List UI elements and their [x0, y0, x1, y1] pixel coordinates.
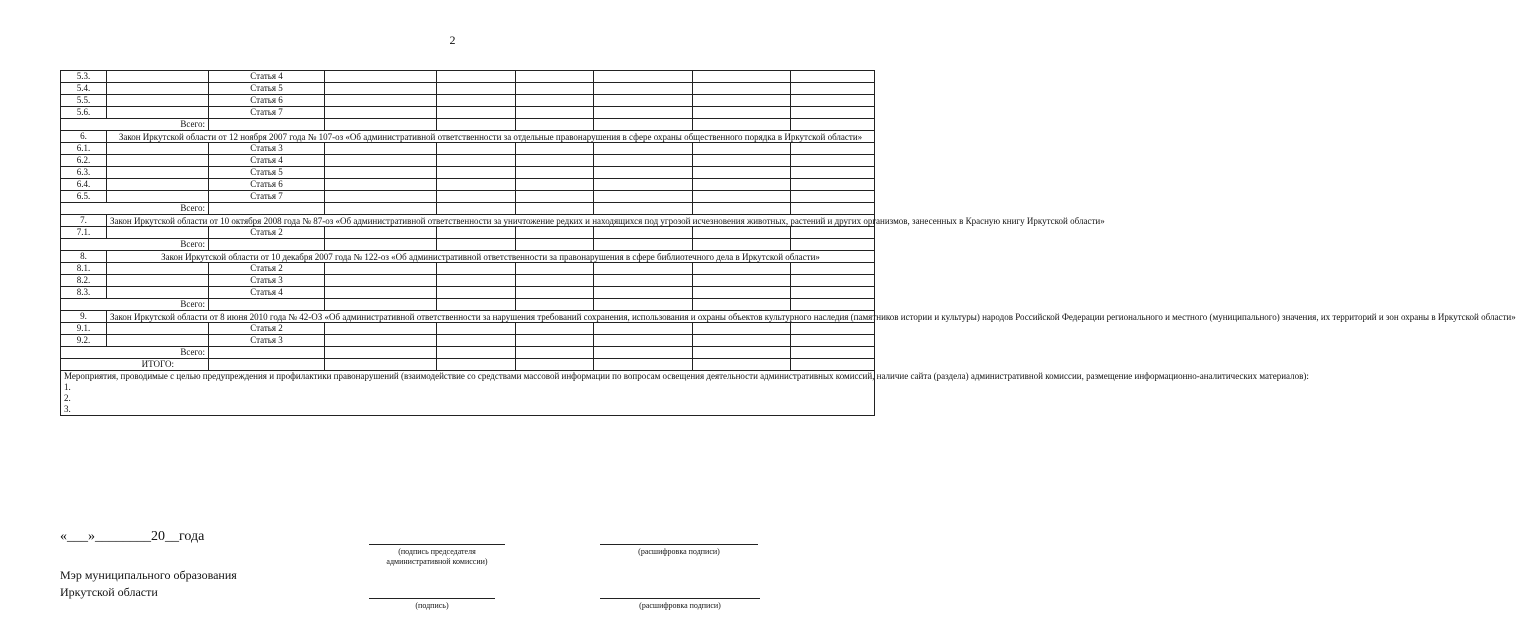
data-cell[interactable] — [693, 179, 791, 191]
data-cell[interactable] — [437, 263, 516, 275]
data-cell[interactable] — [107, 287, 209, 299]
table-row — [61, 155, 875, 167]
data-cell[interactable] — [693, 359, 791, 371]
data-cell[interactable] — [437, 275, 516, 287]
data-cell[interactable] — [693, 191, 791, 203]
data-cell[interactable] — [437, 203, 516, 215]
table-row — [61, 143, 875, 155]
data-cell[interactable] — [693, 203, 791, 215]
article-label: Статья 3 — [209, 275, 325, 287]
table-row — [61, 335, 875, 347]
mayor-title-line-2: Иркутской области — [60, 585, 158, 599]
data-cell[interactable] — [791, 191, 875, 203]
total-row — [61, 119, 875, 131]
data-cell[interactable] — [107, 71, 209, 83]
data-cell[interactable] — [437, 335, 516, 347]
data-cell[interactable] — [437, 299, 516, 311]
total-row — [61, 347, 875, 359]
total-row — [61, 203, 875, 215]
data-cell[interactable] — [791, 203, 875, 215]
data-cell[interactable] — [791, 275, 875, 287]
decode-caption-1: (расшифровка подписи) — [638, 547, 720, 556]
law-row — [61, 311, 875, 323]
data-cell[interactable] — [594, 155, 693, 167]
law-title: Закон Иркутской области от 10 октября 2008 года № 87-оз «Об административной ответственности за уничтожение редких и находящихся под угрозой исчезновения животных, растений и других организмов, занесенных в Красную книгу Иркутской области» — [107, 215, 875, 227]
date-line: «___»________20__года — [60, 529, 205, 544]
data-cell[interactable] — [791, 263, 875, 275]
data-cell[interactable] — [693, 227, 791, 239]
data-cell[interactable] — [437, 167, 516, 179]
data-cell[interactable] — [693, 299, 791, 311]
data-cell[interactable] — [437, 227, 516, 239]
law-row — [61, 131, 875, 143]
data-cell[interactable] — [594, 107, 693, 119]
row-number: 8.1. — [61, 263, 107, 275]
table-row — [61, 323, 875, 335]
data-cell[interactable] — [437, 239, 516, 251]
data-cell[interactable] — [516, 119, 594, 131]
article-label: Статья 5 — [209, 83, 325, 95]
row-number: 6.4. — [61, 179, 107, 191]
decode-line-1 — [600, 544, 758, 545]
subtotal-label: Всего: — [61, 347, 209, 359]
section-number: 6. — [61, 131, 107, 143]
table-row — [61, 263, 875, 275]
data-cell[interactable] — [693, 119, 791, 131]
article-label: Статья 6 — [209, 95, 325, 107]
data-cell[interactable] — [107, 95, 209, 107]
data-cell[interactable] — [516, 359, 594, 371]
row-number: 5.4. — [61, 83, 107, 95]
data-cell[interactable] — [437, 95, 516, 107]
data-cell[interactable] — [209, 299, 325, 311]
row-number: 9.1. — [61, 323, 107, 335]
data-cell[interactable] — [325, 347, 437, 359]
row-number: 8.3. — [61, 287, 107, 299]
report-table-body — [61, 71, 1516, 416]
data-cell[interactable] — [594, 119, 693, 131]
total-row — [61, 299, 875, 311]
article-label: Статья 7 — [209, 191, 325, 203]
total-row — [61, 239, 875, 251]
data-cell[interactable] — [594, 239, 693, 251]
data-cell[interactable] — [693, 143, 791, 155]
data-cell[interactable] — [209, 347, 325, 359]
table-row — [61, 287, 875, 299]
grand-total-label: ИТОГО: — [61, 359, 209, 371]
data-cell[interactable] — [437, 71, 516, 83]
data-cell[interactable] — [516, 143, 594, 155]
law-title: Закон Иркутской области от 12 ноября 2007 года № 107-оз «Об административной ответственности за отдельные правонарушения в сфере охраны общественного порядка в Иркутской области» — [107, 131, 875, 143]
row-number: 5.6. — [61, 107, 107, 119]
data-cell[interactable] — [325, 203, 437, 215]
data-cell[interactable] — [437, 107, 516, 119]
data-cell[interactable] — [437, 143, 516, 155]
article-label: Статья 3 — [209, 335, 325, 347]
chair-signature-line — [369, 544, 505, 545]
data-cell[interactable] — [516, 239, 594, 251]
data-cell[interactable] — [516, 227, 594, 239]
article-label: Статья 6 — [209, 179, 325, 191]
data-cell[interactable] — [107, 155, 209, 167]
data-cell[interactable] — [791, 143, 875, 155]
data-cell[interactable] — [516, 179, 594, 191]
data-cell[interactable] — [516, 275, 594, 287]
data-cell[interactable] — [107, 263, 209, 275]
section-number: 9. — [61, 311, 107, 323]
data-cell[interactable] — [791, 107, 875, 119]
row-number: 6.1. — [61, 143, 107, 155]
table-row — [61, 191, 875, 203]
data-cell[interactable] — [516, 335, 594, 347]
table-row — [61, 179, 875, 191]
law-row — [61, 215, 875, 227]
data-cell[interactable] — [107, 167, 209, 179]
data-cell[interactable] — [594, 323, 693, 335]
data-cell[interactable] — [437, 179, 516, 191]
data-cell[interactable] — [107, 335, 209, 347]
law-row — [61, 251, 875, 263]
data-cell[interactable] — [325, 95, 437, 107]
data-cell[interactable] — [325, 119, 437, 131]
subtotal-label: Всего: — [61, 299, 209, 311]
data-cell[interactable] — [791, 239, 875, 251]
article-label: Статья 4 — [209, 155, 325, 167]
data-cell[interactable] — [693, 83, 791, 95]
data-cell[interactable] — [325, 239, 437, 251]
data-cell[interactable] — [325, 227, 437, 239]
data-cell[interactable] — [325, 299, 437, 311]
data-cell[interactable] — [791, 95, 875, 107]
data-cell[interactable] — [325, 83, 437, 95]
data-cell[interactable] — [594, 95, 693, 107]
data-cell[interactable] — [693, 71, 791, 83]
data-cell[interactable] — [437, 323, 516, 335]
article-label: Статья 4 — [209, 287, 325, 299]
data-cell[interactable] — [209, 119, 325, 131]
row-number: 9.2. — [61, 335, 107, 347]
decode-line-2 — [600, 598, 760, 599]
section-number: 7. — [61, 215, 107, 227]
row-number: 6.5. — [61, 191, 107, 203]
data-cell[interactable] — [594, 191, 693, 203]
data-cell[interactable] — [693, 263, 791, 275]
data-cell[interactable] — [107, 179, 209, 191]
data-cell[interactable] — [594, 143, 693, 155]
data-cell[interactable] — [791, 335, 875, 347]
total-row — [61, 359, 875, 371]
table-row — [61, 71, 875, 83]
data-cell[interactable] — [437, 191, 516, 203]
chair-signature-caption: (подпись председателя административной комиссии) — [386, 547, 488, 566]
data-cell[interactable] — [107, 83, 209, 95]
data-cell[interactable] — [791, 347, 875, 359]
table-row — [61, 275, 875, 287]
table-row — [61, 167, 875, 179]
article-label: Статья 2 — [209, 227, 325, 239]
data-cell[interactable] — [791, 71, 875, 83]
data-cell[interactable] — [693, 275, 791, 287]
data-cell[interactable] — [791, 179, 875, 191]
data-cell[interactable] — [325, 191, 437, 203]
data-cell[interactable] — [325, 323, 437, 335]
data-cell[interactable] — [516, 83, 594, 95]
data-cell[interactable] — [325, 275, 437, 287]
data-cell[interactable] — [437, 83, 516, 95]
data-cell[interactable] — [693, 347, 791, 359]
data-cell[interactable] — [516, 203, 594, 215]
measures-item[interactable]: 1. — [64, 382, 71, 392]
data-cell[interactable] — [107, 191, 209, 203]
data-cell[interactable] — [516, 191, 594, 203]
section-number: 8. — [61, 251, 107, 263]
data-cell[interactable] — [693, 155, 791, 167]
law-title: Закон Иркутской области от 10 декабря 2007 года № 122-оз «Об административной ответственности за правонарушения в сфере библиотечного дела в Иркутской области» — [107, 251, 875, 263]
report-table — [60, 70, 1516, 416]
data-cell[interactable] — [693, 287, 791, 299]
data-cell[interactable] — [594, 359, 693, 371]
data-cell[interactable] — [325, 107, 437, 119]
data-cell[interactable] — [594, 263, 693, 275]
data-cell[interactable] — [516, 299, 594, 311]
measures-item[interactable]: 2. — [64, 393, 71, 403]
decode-caption-2: (расшифровка подписи) — [639, 601, 721, 610]
data-cell[interactable] — [437, 287, 516, 299]
data-cell[interactable] — [594, 227, 693, 239]
data-cell[interactable] — [594, 287, 693, 299]
data-cell[interactable] — [209, 239, 325, 251]
data-cell[interactable] — [516, 287, 594, 299]
data-cell[interactable] — [791, 227, 875, 239]
data-cell[interactable] — [209, 203, 325, 215]
data-cell[interactable] — [516, 167, 594, 179]
row-number: 8.2. — [61, 275, 107, 287]
data-cell[interactable] — [325, 359, 437, 371]
data-cell[interactable] — [693, 95, 791, 107]
row-number: 6.2. — [61, 155, 107, 167]
row-number: 5.5. — [61, 95, 107, 107]
data-cell[interactable] — [107, 323, 209, 335]
data-cell[interactable] — [516, 323, 594, 335]
data-cell[interactable] — [516, 95, 594, 107]
data-cell[interactable] — [594, 347, 693, 359]
data-cell[interactable] — [693, 323, 791, 335]
mayor-signature-line — [369, 598, 495, 599]
row-number: 7.1. — [61, 227, 107, 239]
article-label: Статья 2 — [209, 263, 325, 275]
article-label: Статья 5 — [209, 167, 325, 179]
data-cell[interactable] — [437, 155, 516, 167]
subtotal-label: Всего: — [61, 119, 209, 131]
data-cell[interactable] — [791, 299, 875, 311]
data-cell[interactable] — [693, 335, 791, 347]
report-table-container — [60, 70, 1516, 416]
data-cell[interactable] — [516, 155, 594, 167]
data-cell[interactable] — [791, 83, 875, 95]
mayor-signature-caption: (подпись) — [415, 601, 449, 610]
data-cell[interactable] — [325, 155, 437, 167]
table-row — [61, 83, 875, 95]
data-cell[interactable] — [107, 275, 209, 287]
data-cell[interactable] — [693, 107, 791, 119]
table-row — [61, 227, 875, 239]
data-cell[interactable] — [594, 71, 693, 83]
data-cell[interactable] — [594, 299, 693, 311]
data-cell[interactable] — [325, 71, 437, 83]
data-cell[interactable] — [516, 347, 594, 359]
data-cell[interactable] — [791, 167, 875, 179]
article-label: Статья 2 — [209, 323, 325, 335]
data-cell[interactable] — [325, 335, 437, 347]
data-cell[interactable] — [594, 167, 693, 179]
law-title: Закон Иркутской области от 8 июня 2010 года № 42-ОЗ «Об административной ответственности за нарушения требований сохранения, использования и охраны объектов культурного наследия (памятников истории и культуры) народов Российской Федерации регионального и местного (муниципального) значения, их территорий и зон охраны в Иркутской области» — [107, 311, 875, 323]
data-cell[interactable] — [693, 167, 791, 179]
data-cell[interactable] — [437, 347, 516, 359]
table-row — [61, 95, 875, 107]
data-cell[interactable] — [791, 359, 875, 371]
row-number: 6.3. — [61, 167, 107, 179]
data-cell[interactable] — [791, 323, 875, 335]
data-cell[interactable] — [107, 107, 209, 119]
data-cell[interactable] — [594, 335, 693, 347]
data-cell[interactable] — [594, 275, 693, 287]
data-cell[interactable] — [325, 167, 437, 179]
subtotal-label: Всего: — [61, 239, 209, 251]
data-cell[interactable] — [594, 179, 693, 191]
article-label: Статья 4 — [209, 71, 325, 83]
data-cell[interactable] — [594, 83, 693, 95]
mayor-title-line-1: Мэр муниципального образования — [60, 568, 237, 582]
data-cell[interactable] — [791, 155, 875, 167]
table-row — [61, 107, 875, 119]
article-label: Статья 7 — [209, 107, 325, 119]
article-label: Статья 3 — [209, 143, 325, 155]
measures-text: Мероприятия, проводимые с целью предупреждения и профилактики правонарушений (взаимодействие со средствами массовой информации по вопросам освещения деятельности административных комиссий, наличие сайта (раздела) административной комиссии, размещение информационно-аналитических материалов): — [64, 371, 1309, 381]
data-cell[interactable] — [791, 287, 875, 299]
data-cell[interactable] — [516, 71, 594, 83]
data-cell[interactable] — [791, 119, 875, 131]
data-cell[interactable] — [594, 203, 693, 215]
page-number: 2 — [449, 33, 456, 47]
row-number: 5.3. — [61, 71, 107, 83]
measures-item[interactable]: 3. — [64, 404, 71, 414]
data-cell[interactable] — [693, 239, 791, 251]
data-cell[interactable] — [209, 359, 325, 371]
data-cell[interactable] — [516, 263, 594, 275]
data-cell[interactable] — [107, 227, 209, 239]
data-cell[interactable] — [437, 359, 516, 371]
data-cell[interactable] — [516, 107, 594, 119]
data-cell[interactable] — [325, 179, 437, 191]
data-cell[interactable] — [325, 143, 437, 155]
subtotal-label: Всего: — [61, 203, 209, 215]
measures-cell — [61, 371, 1309, 416]
data-cell[interactable] — [437, 119, 516, 131]
measures-row — [61, 371, 875, 416]
data-cell[interactable] — [107, 143, 209, 155]
data-cell[interactable] — [325, 287, 437, 299]
data-cell[interactable] — [325, 263, 437, 275]
